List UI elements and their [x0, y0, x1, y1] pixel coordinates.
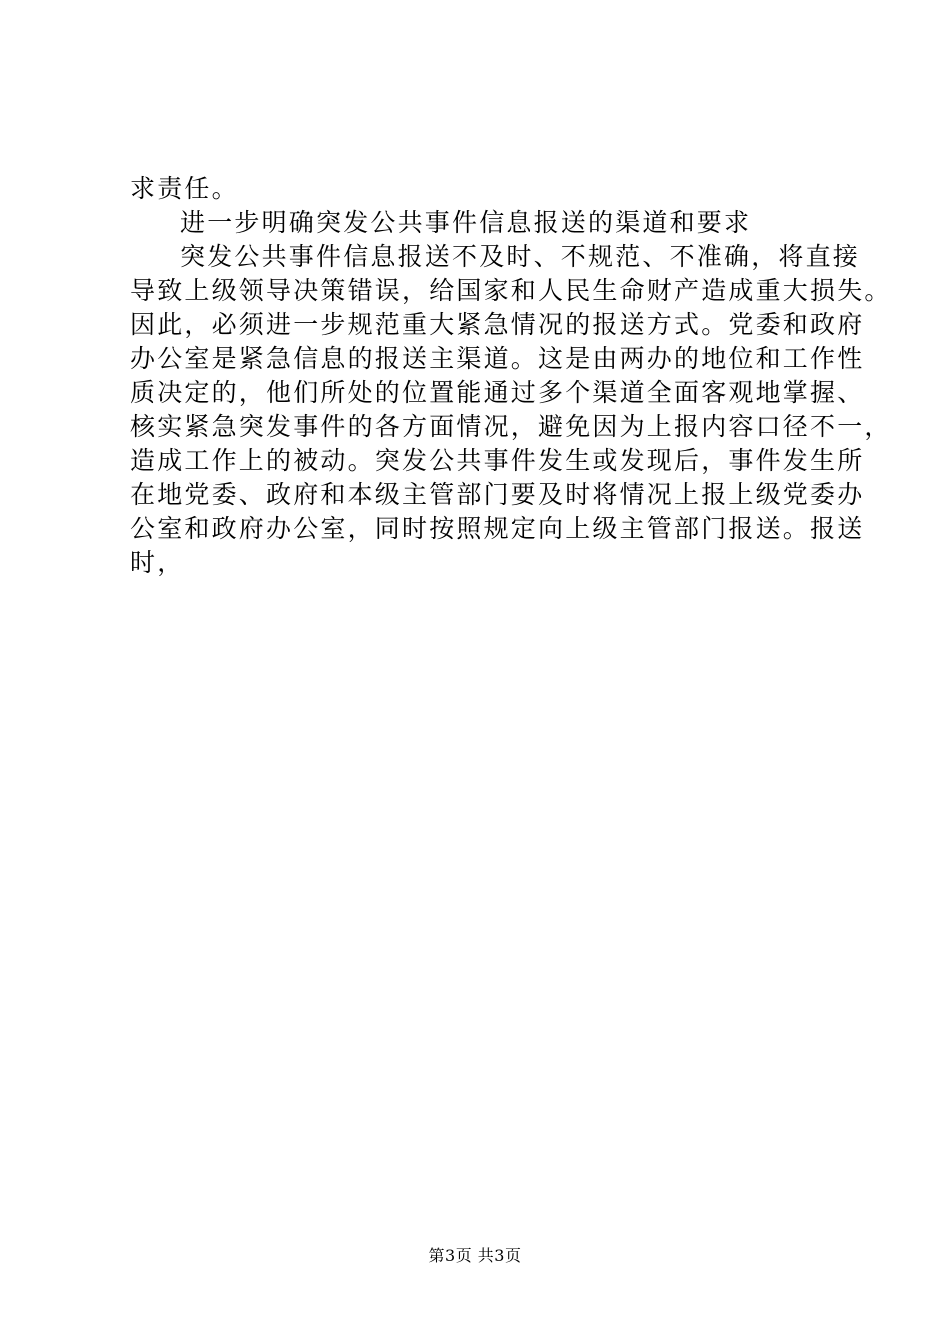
text-line: 时，	[130, 548, 185, 577]
section-heading: 进一步明确突发公共事件信息报送的渠道和要求	[180, 208, 752, 237]
text-line: 办公室是紧急信息的报送主渠道。这是由两办的地位和工作性	[130, 344, 865, 373]
text-line: 造成工作上的被动。突发公共事件发生或发现后，事件发生所	[130, 446, 865, 475]
text-line: 核实紧急突发事件的各方面情况，避免因为上报内容口径不一，	[130, 412, 892, 441]
document-body	[130, 172, 892, 580]
text-line: 公室和政府办公室，同时按照规定向上级主管部门报送。报送	[130, 514, 865, 543]
text-line: 导致上级领导决策错误，给国家和人民生命财产造成重大损失。	[130, 276, 892, 305]
text-line: 求责任。	[130, 174, 239, 203]
text-line: 在地党委、政府和本级主管部门要及时将情况上报上级党委办	[130, 480, 865, 509]
page-number-footer: 第3页 共3页	[428, 1246, 522, 1265]
text-line: 质决定的，他们所处的位置能通过多个渠道全面客观地掌握、	[130, 378, 865, 407]
text-line: 因此，必须进一步规范重大紧急情况的报送方式。党委和政府	[130, 310, 865, 339]
text-line: 突发公共事件信息报送不及时、不规范、不准确，将直接	[180, 242, 861, 271]
